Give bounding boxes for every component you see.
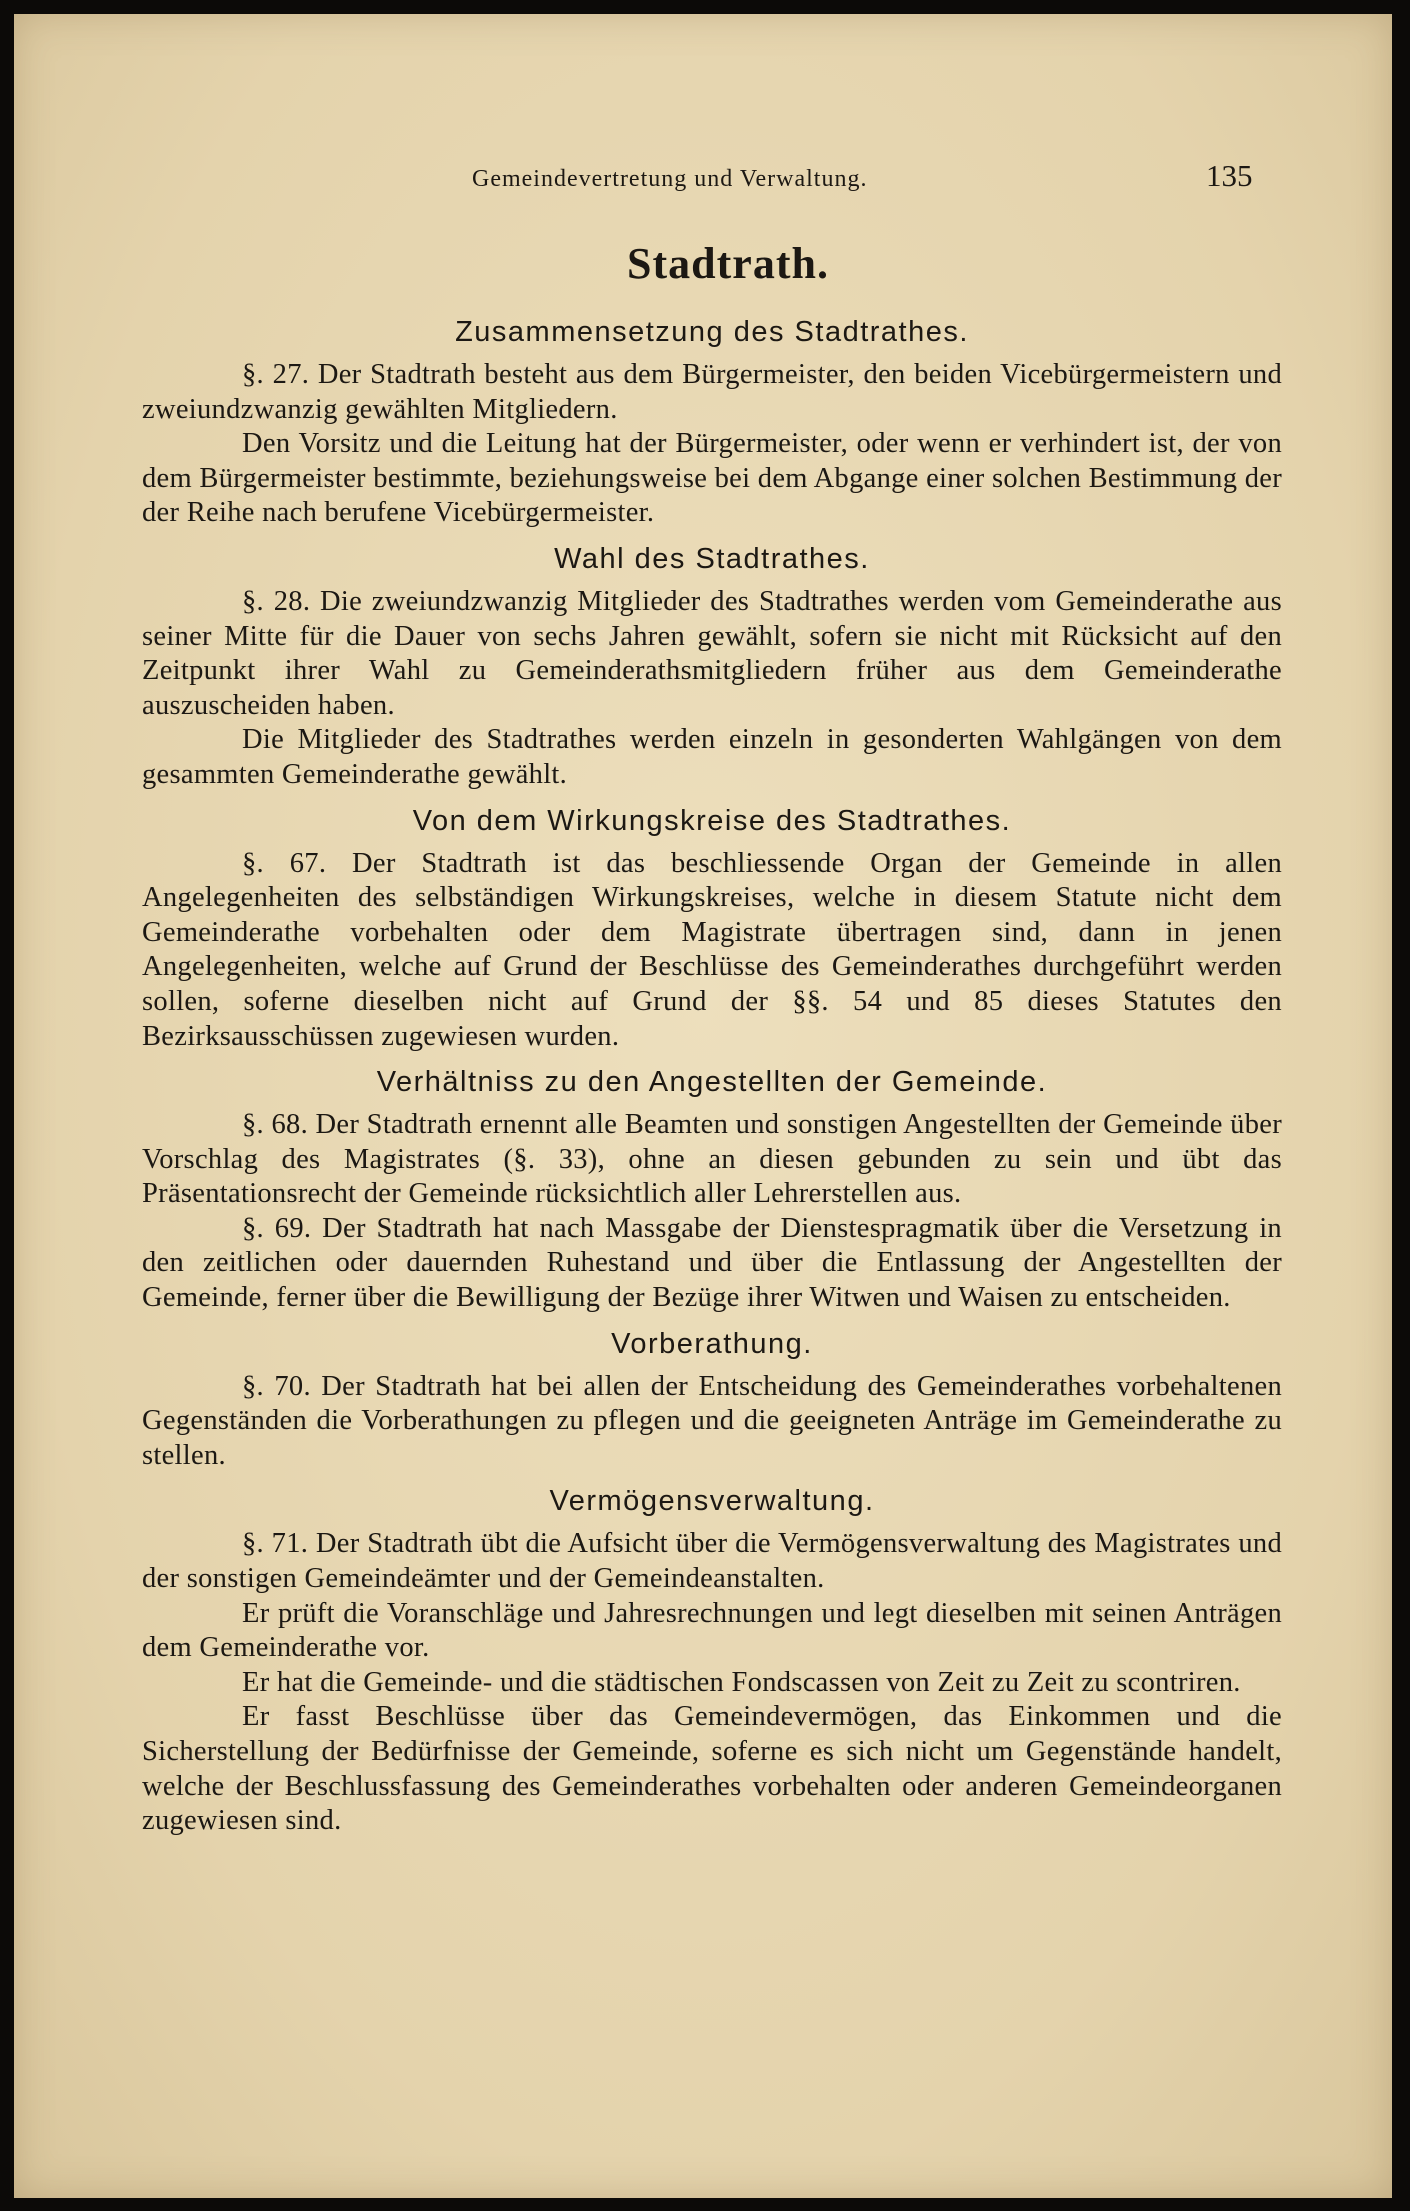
book-page xyxy=(14,14,1392,2198)
section-title: Vorberathung. xyxy=(611,1327,813,1360)
section-title: Verhältniss zu den Angestellten der Gemeinde. xyxy=(376,1066,1048,1099)
paragraph: Er fasst Beschlüsse über das Gemeindevermögen, das Einkommen und die Sicherstellung der Bedürfnisse der Gemeinde, soferne es sich nicht um Gegenstände handelt, welche der Beschlussfassung des Gemeinderathes vorbehalten oder anderen Gemeindeorganen zugewiesen sind. xyxy=(142,1701,1282,1837)
paragraph: §. 27. Der Stadtrath besteht aus dem Bürgermeister, den beiden Vicebürgermeistern und zweiundzwanzig gewählten Mitgliedern. xyxy=(142,359,1282,425)
section-title: Von dem Wirkungskreise des Stadtrathes. xyxy=(412,804,1012,837)
paragraph: §. 68. Der Stadtrath ernennt alle Beamten und sonstigen Angestellten der Gemeinde über Vorschlag des Magistrates (§. 33), ohne an diesen gebunden zu sein und übt das Präsentationsrecht der Gemeinde rücksichtlich aller Lehrerstellen aus. xyxy=(142,1109,1282,1210)
section-title: Vermögensverwaltung. xyxy=(549,1485,875,1518)
section xyxy=(142,312,1282,531)
page-body xyxy=(142,236,1282,1839)
section-title: Wahl des Stadtrathes. xyxy=(554,542,870,575)
paragraph: Er prüft die Voranschläge und Jahresrechnungen und legt dieselben mit seinen Anträgen dem Gemeinderathe vor. xyxy=(142,1597,1282,1664)
paragraph: §. 70. Der Stadtrath hat bei allen der Entscheidung des Gemeinderathes vorbehaltenen Gegenständen die Vorberathungen zu pflegen und die geeigneten Anträge im Gemeinderathe zu stellen. xyxy=(142,1370,1282,1471)
paragraph: Er hat die Gemeinde- und die städtischen Fondscassen von Zeit zu Zeit zu scontriren. xyxy=(242,1666,1241,1698)
paragraph: Die Mitglieder des Stadtrathes werden einzeln in gesonderten Wahlgängen von dem gesammten Gemeinderathe gewählt. xyxy=(142,724,1282,790)
section xyxy=(142,1062,1282,1316)
section-title: Zusammensetzung des Stadtrathes. xyxy=(455,316,969,348)
running-title: Gemeindevertretung und Verwaltung. xyxy=(472,166,868,192)
section xyxy=(142,801,1282,1055)
paragraph: Den Vorsitz und die Leitung hat der Bürgermeister, oder wenn er verhindert ist, der von dem Bürgermeister bestimmte, beziehungsweise bei dem Abgange einer solchen Bestimmung der der Reihe nach berufene Vicebürgermeister. xyxy=(142,428,1282,529)
section xyxy=(142,539,1282,793)
paragraph: §. 71. Der Stadtrath übt die Aufsicht über die Vermögensverwaltung des Magistrates und der sonstigen Gemeindeämter und der Gemeindeanstalten. xyxy=(142,1528,1282,1595)
paragraph: §. 28. Die zweiundzwanzig Mitglieder des Stadtrathes werden vom Gemeinderathe aus seiner Mitte für die Dauer von sechs Jahren gewählt, sofern sie nicht mit Rücksicht auf den Zeitpunkt ihrer Wahl zu Gemeinderathsmitgliedern früher aus dem Gemeinderathe auszuscheiden haben. xyxy=(142,585,1282,721)
section xyxy=(142,1324,1282,1474)
page-number: 135 xyxy=(1206,158,1253,193)
page-header xyxy=(14,158,1392,202)
chapter-title: Stadtrath. xyxy=(627,239,829,288)
paragraph: §. 69. Der Stadtrath hat nach Massgabe der Dienstespragmatik über die Versetzung in den zeitlichen oder dauernden Ruhestand und über die Entlassung der Angestellten der Gemeinde, ferner über die Bewilligung der Bezüge ihrer Witwen und Waisen zu entscheiden. xyxy=(142,1212,1282,1314)
paragraph: §. 67. Der Stadtrath ist das beschliessende Organ der Gemeinde in allen Angelegenheiten des selbständigen Wirkungskreises, welche in diesem Statute nicht dem Gemeinderathe vorbehalten oder dem Magistrate übertragen sind, dann in jenen Angelegenheiten, welche auf Grund der Beschlüsse des Gemeinderathes durchgeführt werden sollen, soferne dieselben nicht auf Grund der §§. 54 und 85 dieses Statutes den Bezirksausschüssen zugewiesen wurden. xyxy=(142,847,1282,1052)
section xyxy=(142,1481,1282,1838)
